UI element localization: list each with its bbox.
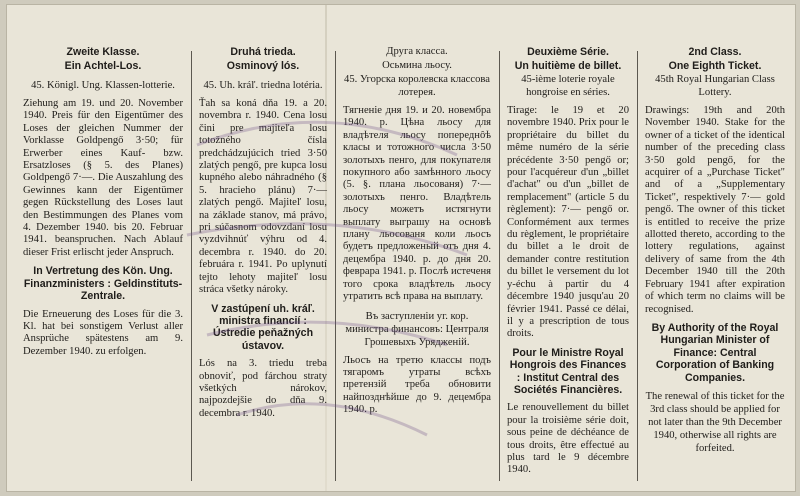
renewal-text: Льосъ на третю классы подъ тягаромъ утраты всѣхъ претензiй треба обновити найпозднѣйше до 9. децембра 1940. р. bbox=[343, 354, 491, 416]
lottery-name: 45-ième loterie royale hongroise en séries. bbox=[521, 74, 615, 98]
column-divider bbox=[637, 51, 638, 481]
renewal-text: Die Erneuerung des Loses für die 3. Kl. hat bei sonstigem Verlust aller Ansprüche spätestens am 9. Dezember 1940. zu erfolgen. bbox=[23, 308, 183, 357]
authority-text: V zastúpení uh. kráľ. ministra financií : Ústredie peňažných ústavov. bbox=[211, 302, 315, 352]
column-divider bbox=[335, 51, 336, 481]
column-rusyn bbox=[337, 45, 497, 485]
authority-text: In Vertretung des Kön. Ung. Finanzministers : Geldinstituts-Zentrale. bbox=[23, 265, 183, 303]
terms-text: Тягненiе дня 19. и 20. новембра 1940. р. Цѣна льосу для владѣтеля льосу попереднôѣ класы и тотожного числа 3·50 золотыхъ пенго, для покупателя покупного або замѣнного льосу (5. §. плана льосованя) 7·— золотыхъ пенго. Владѣтель льосу можетъ истягнути выплату выграшу на основѣ плану льосованя коли льосъ будетъ предложеный отъ дня 4. децембра 1940. р. до дня 20. феврара 1941. р. Послѣ истеченя того срока владѣтель льосу утратить всѣ права на выплату. bbox=[343, 105, 491, 303]
class-heading: Druhá trieda. bbox=[230, 46, 296, 58]
lottery-ticket-back bbox=[6, 4, 796, 492]
renewal-text: The renewal of this ticket for the 3rd class should be applied for not later than the 9th December 1940, otherwise all rights are forfeited. bbox=[645, 390, 785, 454]
class-heading: 2nd Class. bbox=[688, 46, 742, 58]
lottery-name: 45. Königl. Ung. Klassen-lotterie. bbox=[31, 80, 175, 91]
renewal-text: Le renouvellement du billet pour la troisième série doit, sous peine de déchéance de tous droits, être effectué au plus tard le 9 décembre 1940. bbox=[507, 402, 629, 476]
column-slovak bbox=[193, 45, 333, 485]
lottery-name: 45. Угорска королевска классова лотерея. bbox=[344, 74, 490, 98]
renewal-text: Lós na 3. triedu treba obnoviť, pod fárchou straty všetkých nárokov, najpozdejšie do dňa 9. decembra r. 1940. bbox=[199, 358, 327, 419]
authority-text: By Authority of the Royal Hungarian Minister of Finance: Central Corporation of Banking Companies. bbox=[651, 321, 779, 384]
authority-text: Pour le Ministre Royal Hongrois des Finances : Institut Central des Sociétés Financières. bbox=[509, 346, 627, 396]
authority-text: Въ заступленiи уг. кор. министра финансовъ: Централя Грошевыхъ Урядженiй. bbox=[345, 310, 489, 348]
class-heading: Deuxième Série. bbox=[527, 46, 609, 58]
lottery-name: 45. Uh. kráľ. triedna lotéria. bbox=[203, 80, 323, 91]
ticket-type-heading: Ein Achtel-Los. bbox=[64, 60, 142, 72]
column-divider bbox=[191, 51, 192, 481]
class-heading: Zweite Klasse. bbox=[66, 46, 140, 58]
terms-text: Drawings: 19th and 20th November 1940. Stake for the owner of a ticket of the identical number of the preceding class 3·50 gold pengő, for the acquirer of a „Purchase Ticket" and of a „Supplementary Ticket", respektively 7·— gold pengő. The owner of this ticket is entitled to receive the prize allotted thereto, according to the lottery regulations, against delivery of same from the 4th December 1940 till the 20th February 1941 after expiration of which term no claims will be recognised. bbox=[645, 105, 785, 315]
column-german bbox=[17, 45, 189, 485]
ticket-type-heading: Un huitième de billet. bbox=[514, 60, 622, 72]
terms-text: Tirage: le 19 et 20 novembre 1940. Prix pour le propriétaire du billet du même numéro de la série précédente 3·50 pengő or; pour l'acquéreur d'un „billet d'achat" ou d'un „billet de remplacement" (article 5 du règlement): 7·— pengő or. Conformément aux termes du règlement, le propriétaire du billet a le droit de demander contre restitution du billet le versement du lot y-échu à partir du 4 décembre 1940 jusqu'au 20 février 1941. Passé ce délai, il y a prescription de tous droits. bbox=[507, 105, 629, 340]
terms-text: Ziehung am 19. und 20. November 1940. Preis für den Eigentümer des Loses der gleichen Nummer der Vorklasse Goldpengő 3·50; für Erwerber eines Kauf- bzw. Ersatzloses (§ 5. des Planes) Goldpengő 7·—. Die Auszahlung des Gewinnes kann der Eigentümer gegen Rückstellung des Loses laut den Bestimmungen des Planes vom 4. Dezember 1940. bis 20. Februar 1941. beanspruchen. Nach Ablauf dieser Frist erlischt jeder Anspruch. bbox=[23, 98, 183, 258]
ticket-type-heading: Osminový lós. bbox=[226, 60, 300, 72]
class-heading: Друга класса. bbox=[386, 46, 448, 57]
column-english bbox=[639, 45, 791, 485]
ticket-type-heading: Осьмина льосу. bbox=[382, 60, 452, 71]
ticket-type-heading: One Eighth Ticket. bbox=[668, 60, 762, 72]
lottery-name: 45th Royal Hungarian Class Lottery. bbox=[655, 74, 775, 98]
column-french bbox=[501, 45, 635, 485]
terms-text: Ťah sa koná dňa 19. a 20. novembra r. 1940. Cena losu čini pre majiteľa losu totožného čísla predchádzujúcich tried 3·50 zlatých pengő, pre kupca losu kupného alebo náhradného (§ 5. hracieho plánu) 7·— zlatých pengő. Majiteľ losu, na základe stanov, má právo, pri súčasnom odovzdaní losu vyzdvihnúť výhru od 4. decembra r. 1940. do 20. februára r. 1941. Po uplynutí tejto lehoty majiteľ losu stráca všetky nároky. bbox=[199, 98, 327, 296]
column-divider bbox=[499, 51, 500, 481]
